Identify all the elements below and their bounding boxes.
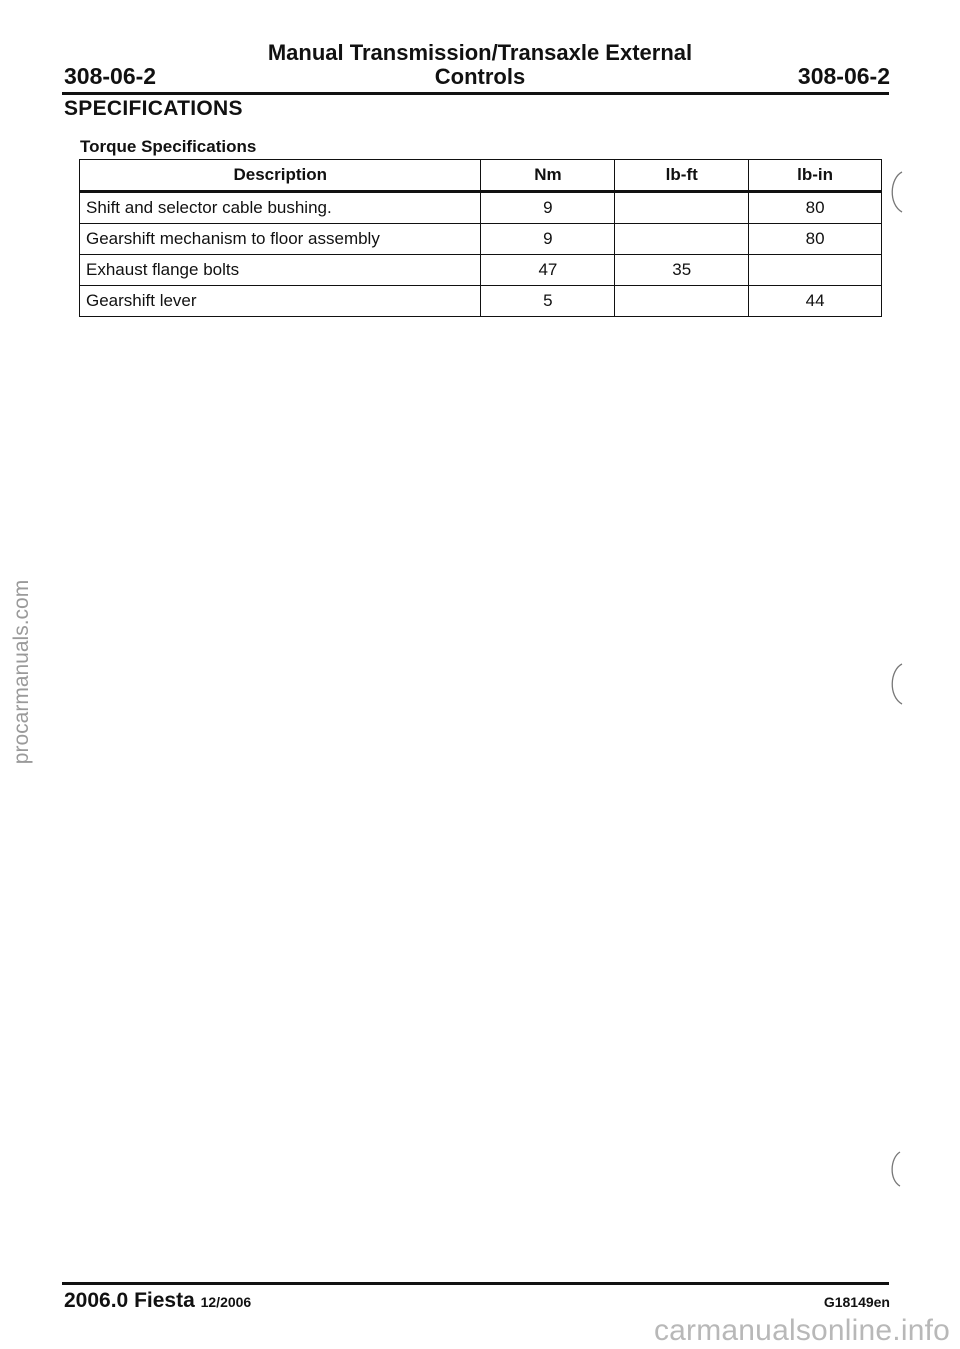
column-header-lb-ft: lb-ft <box>615 160 749 192</box>
table-row <box>80 224 882 255</box>
cell-lb-in: 80 <box>749 224 882 255</box>
column-header-nm: Nm <box>481 160 615 192</box>
cell-nm: 9 <box>481 224 615 255</box>
footer-date: 12/2006 <box>200 1294 252 1310</box>
binder-hole-mark-icon <box>884 168 914 218</box>
cell-description: Gearshift mechanism to floor assembly <box>80 224 481 255</box>
column-header-lb-in: lb-in <box>749 160 882 192</box>
bottom-watermark: carmanualsonline.info <box>653 1314 950 1347</box>
footer-model-name: 2006.0 Fiesta <box>64 1289 195 1312</box>
cell-lb-ft <box>615 192 749 224</box>
header-divider <box>62 92 889 95</box>
cell-description: Exhaust flange bolts <box>80 255 481 286</box>
page-subtitle: Controls <box>434 64 526 89</box>
cell-lb-in: 80 <box>749 192 882 224</box>
table-row <box>80 286 882 317</box>
section-title: SPECIFICATIONS <box>64 97 243 120</box>
table-row <box>80 255 882 286</box>
cell-nm: 9 <box>481 192 615 224</box>
cell-description: Shift and selector cable bushing. <box>80 192 481 224</box>
cell-description: Gearshift lever <box>80 286 481 317</box>
cell-nm: 5 <box>481 286 615 317</box>
binder-hole-mark-icon <box>884 1148 914 1192</box>
table-header-row <box>80 160 882 192</box>
cell-lb-ft <box>615 224 749 255</box>
cell-nm: 47 <box>481 255 615 286</box>
cell-lb-in <box>749 255 882 286</box>
cell-lb-ft: 35 <box>615 255 749 286</box>
table-title: Torque Specifications <box>80 137 257 156</box>
column-header-description: Description <box>80 160 481 192</box>
page-code-left: 308-06-2 <box>64 63 157 89</box>
cell-lb-ft <box>615 286 749 317</box>
binder-hole-mark-icon <box>884 660 914 710</box>
footer-divider <box>62 1282 889 1285</box>
page-title: Manual Transmission/Transaxle External <box>267 40 693 65</box>
table-row <box>80 192 882 224</box>
cell-lb-in: 44 <box>749 286 882 317</box>
page-code-right: 308-06-2 <box>797 63 890 89</box>
side-watermark: procarmanuals.com <box>10 579 33 765</box>
footer-document-code: G18149en <box>823 1294 890 1310</box>
footer-model <box>64 1288 251 1315</box>
torque-spec-table <box>79 159 882 317</box>
